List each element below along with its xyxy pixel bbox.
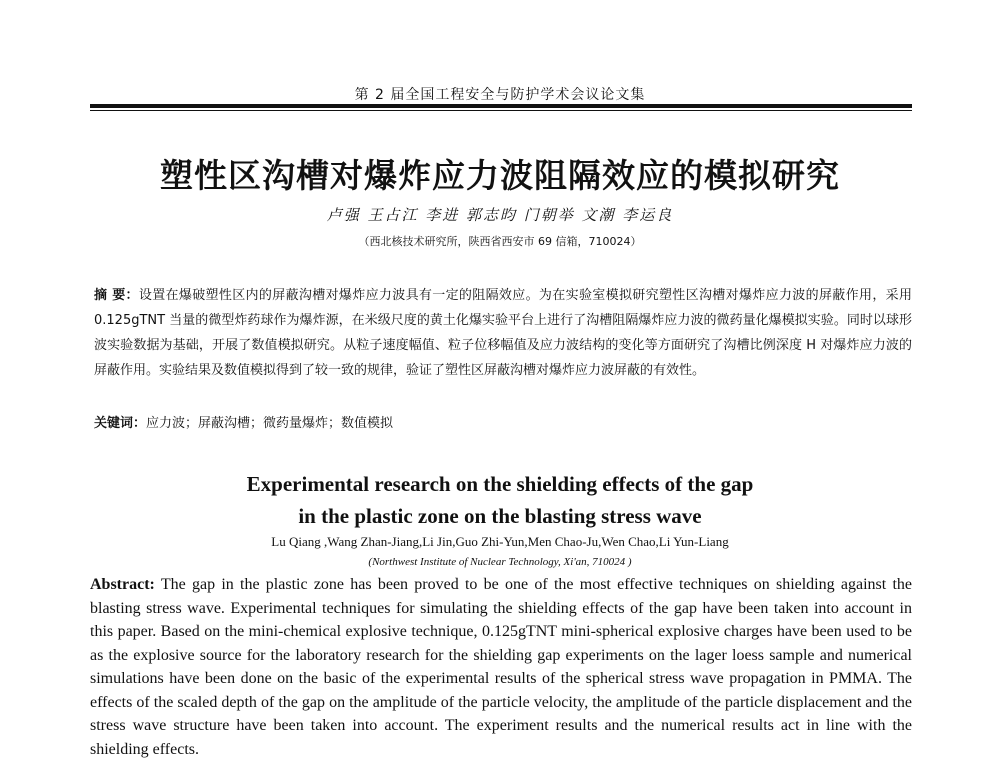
running-header: 第 2 届全国工程安全与防护学术会议论文集 bbox=[354, 87, 646, 103]
chinese-keywords-label: 关键词： bbox=[94, 416, 147, 431]
chinese-title: 塑性区沟槽对爆炸应力波阻隔效应的模拟研究 bbox=[160, 156, 840, 195]
header-rule-thin bbox=[90, 110, 912, 111]
chinese-affiliation: （西北核技术研究所，陕西省西安市 69 信箱，710024） bbox=[358, 235, 642, 248]
english-affiliation: (Northwest Institute of Nuclear Technology, Xi'an, 710024 ) bbox=[368, 556, 632, 568]
chinese-abstract bbox=[94, 283, 912, 383]
english-title bbox=[0, 468, 1000, 532]
english-abstract-label: Abstract: bbox=[90, 576, 155, 593]
chinese-abstract-label: 摘 要： bbox=[94, 288, 139, 303]
chinese-keywords-text: 应力波；屏蔽沟槽；微药量爆炸；数值模拟 bbox=[146, 416, 394, 431]
english-abstract bbox=[90, 573, 912, 760]
english-authors: Lu Qiang ,Wang Zhan-Jiang,Li Jin,Guo Zhi-Yun,Men Chao-Ju,Wen Chao,Li Yun-Liang bbox=[271, 534, 729, 549]
chinese-authors: 卢强 王占江 李进 郭志昀 门朝举 文潮 李运良 bbox=[326, 206, 674, 224]
english-title-line-2: in the plastic zone on the blasting stress wave bbox=[298, 504, 702, 528]
english-title-line-1: Experimental research on the shielding effects of the gap bbox=[246, 472, 754, 496]
header-rule-thick bbox=[90, 104, 912, 108]
chinese-keywords bbox=[94, 411, 912, 436]
english-abstract-text: The gap in the plastic zone has been proved to be one of the most effective techniques on shielding against the blasting stress wave. Experimental techniques for simulating the shielding effects of the gap have been taken into account in this paper. Based on the mini-chemical explosive technique, 0.125gTNT mini-spherical explosive charges have been used to be as the explosive source for the laboratory research for the shielding gap experiments on the lager loess sample and numerical simulations have been done on the basic of the experimental results of the spherical stress wave propagation in PMMA. The effects of the scaled depth of the gap on the amplitude of the particle velocity, the amplitude of the particle displacement and the stress wave structure have been taken into account. The experiment results and the numerical results act in line with the shielding effects. bbox=[90, 576, 912, 758]
chinese-abstract-text: 设置在爆破塑性区内的屏蔽沟槽对爆炸应力波具有一定的阻隔效应。为在实验室模拟研究塑性区沟槽对爆炸应力波的屏蔽作用，采用 0.125gTNT 当量的微型炸药球作为爆炸源，在米级尺度的黄土化爆实验平台上进行了沟槽阻隔爆炸应力波的微药量化爆模拟实验。同时以球形波实验数据为基础，开展了数值模拟研究。从粒子速度幅值、粒子位移幅值及应力波结构的变化等方面研究了沟槽比例深度 H 对爆炸应力波的屏蔽作用。实验结果及数值模拟得到了较一致的规律，验证了塑性区屏蔽沟槽对爆炸应力波屏蔽的有效性。 bbox=[94, 288, 912, 378]
